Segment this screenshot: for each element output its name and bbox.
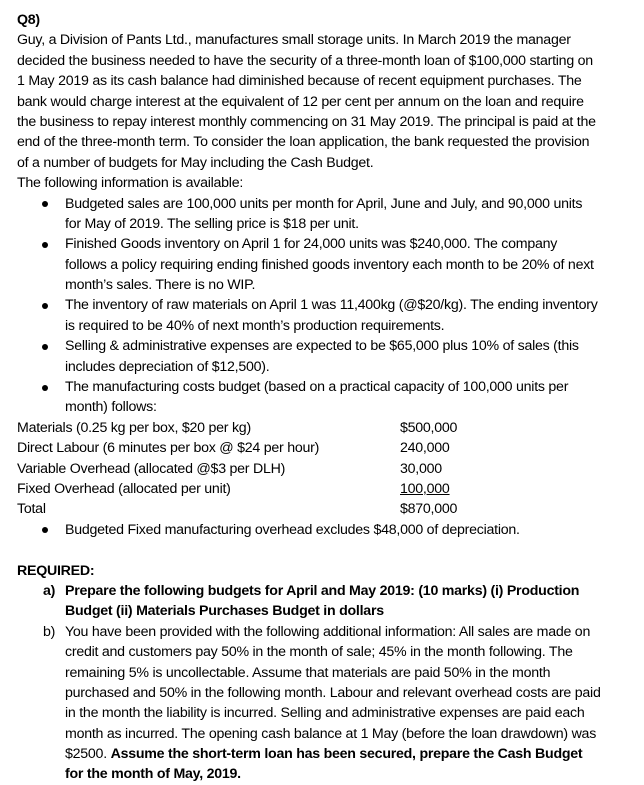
intro-line: Guy, a Division of Pants Ltd., manufactures small storage units. In March 2019 the manager (17, 32, 571, 49)
info-heading: The following information is available: (17, 175, 244, 192)
part-b-line: You have been provided with the following additional information: All sales are made on (65, 623, 591, 640)
bullet-line: The inventory of raw materials on April 1 was 11,400kg (@$20/kg). The ending inventory (65, 297, 598, 314)
cost-total-value: $870,000 (400, 501, 458, 518)
part-b-line: remaining 5% is uncollectable. Assume that materials are paid 50% in the month (65, 664, 551, 681)
part-a-marker: a) (43, 582, 56, 599)
bullet-icon (42, 303, 48, 309)
intro-line: 1 May 2019 as its cash balance had diminished because of recent equipment purchases. The (17, 73, 582, 90)
bullet-line: follows a policy requiring ending finished goods inventory each month to be 20% of next (65, 256, 594, 273)
question-title: Q8) (17, 12, 40, 28)
bullet-item-manufacturing-costs (17, 377, 644, 418)
bullet-item-fixed-overhead-depreciation (17, 520, 644, 540)
cash-budget-instruction: Assume the short-term loan has been secured, prepare the Cash Budget (110, 746, 583, 763)
bullet-icon (42, 385, 48, 391)
bullet-item-raw-materials (17, 295, 644, 336)
cost-value: $500,000 (400, 419, 458, 436)
bullet-icon (42, 344, 48, 350)
cost-row-variable-overhead (17, 459, 644, 479)
required-heading: REQUIRED: (17, 562, 95, 579)
intro-line: bank would charge interest at the equivalent of 12 per cent per annum on the loan and require (17, 93, 584, 110)
cost-total-label: Total (17, 501, 46, 518)
part-a-line: Prepare the following budgets for April and May 2019: (10 marks) (i) Production (65, 582, 580, 599)
cash-budget-instruction-end: for the month of May, 2019. (65, 766, 241, 783)
spacer (17, 540, 644, 560)
opening-balance-text: $2500. (65, 746, 111, 763)
intro-line: the business to repay interest monthly commencing on 31 May 2019. The principal is paid at the (17, 113, 596, 130)
manufacturing-cost-table (17, 418, 644, 520)
bullet-line: includes depreciation of $12,500). (65, 358, 270, 375)
bullet-item-sales (17, 194, 644, 235)
intro-line: of a number of budgets for May including the Cash Budget. (17, 154, 374, 171)
part-b-line: month as incurred. The opening cash balance at 1 May (before the loan drawdown) was (65, 725, 597, 742)
part-b-line: purchased and 50% in the following month. Labour and relevant overhead costs are paid (65, 684, 601, 701)
cost-value: 30,000 (400, 460, 442, 477)
bullet-line: month’s sales. There is no WIP. (65, 277, 256, 294)
part-b-line: in the month the liability is incurred. Selling and administrative expenses are paid each (65, 705, 585, 722)
bullet-item-selling-admin (17, 336, 644, 377)
bullet-line: month) follows: (65, 399, 157, 416)
bullet-icon (42, 242, 48, 248)
bullet-line: is required to be 40% of next month’s production requirements. (65, 317, 445, 334)
required-part-b (17, 622, 644, 785)
part-a-line: Budget (ii) Materials Purchases Budget in dollars (65, 603, 384, 620)
cost-label: Materials (0.25 kg per box, $20 per kg) (17, 419, 251, 436)
intro-line: end of the three-month term. To consider the loan application, the bank requested the provision (17, 134, 590, 151)
bullet-line: for May of 2019. The selling price is $18 per unit. (65, 215, 359, 232)
bullet-icon (42, 201, 48, 207)
info-bullet-list (17, 194, 644, 418)
intro-line: decided the business needed to have the security of a three-month loan of $100,000 starting on (17, 52, 593, 69)
cost-row-total (17, 499, 644, 519)
part-b-line-mixed (65, 744, 644, 764)
bullet-line: Budgeted sales are 100,000 units per month for April, June and July, and 90,000 units (65, 195, 583, 212)
cost-row-fixed-overhead (17, 479, 644, 499)
cost-value: 240,000 (400, 440, 450, 457)
cost-value: 100,000 (400, 480, 450, 497)
bullet-icon (42, 527, 48, 533)
bullet-line: Selling & administrative expenses are expected to be $65,000 plus 10% of sales (this (65, 338, 579, 355)
cost-label: Fixed Overhead (allocated per unit) (17, 480, 231, 497)
bullet-item-finished-goods (17, 234, 644, 295)
intro-paragraph (17, 30, 644, 173)
bullet-line: Budgeted Fixed manufacturing overhead excludes $48,000 of depreciation. (65, 521, 520, 538)
question-document (17, 10, 644, 785)
bullet-line: The manufacturing costs budget (based on a practical capacity of 100,000 units per (65, 379, 569, 396)
cost-label: Variable Overhead (allocated @$3 per DLH) (17, 460, 286, 477)
part-b-marker: b) (43, 623, 56, 640)
cost-row-materials (17, 418, 644, 438)
cost-label: Direct Labour (6 minutes per box @ $24 per hour) (17, 440, 320, 457)
cost-row-direct-labour (17, 438, 644, 458)
bullet-line: Finished Goods inventory on April 1 for 24,000 units was $240,000. The company (65, 236, 558, 253)
required-part-a (17, 581, 644, 622)
part-b-line: credit and customers pay 50% in the month of sale; 45% in the month following. The (65, 644, 573, 661)
